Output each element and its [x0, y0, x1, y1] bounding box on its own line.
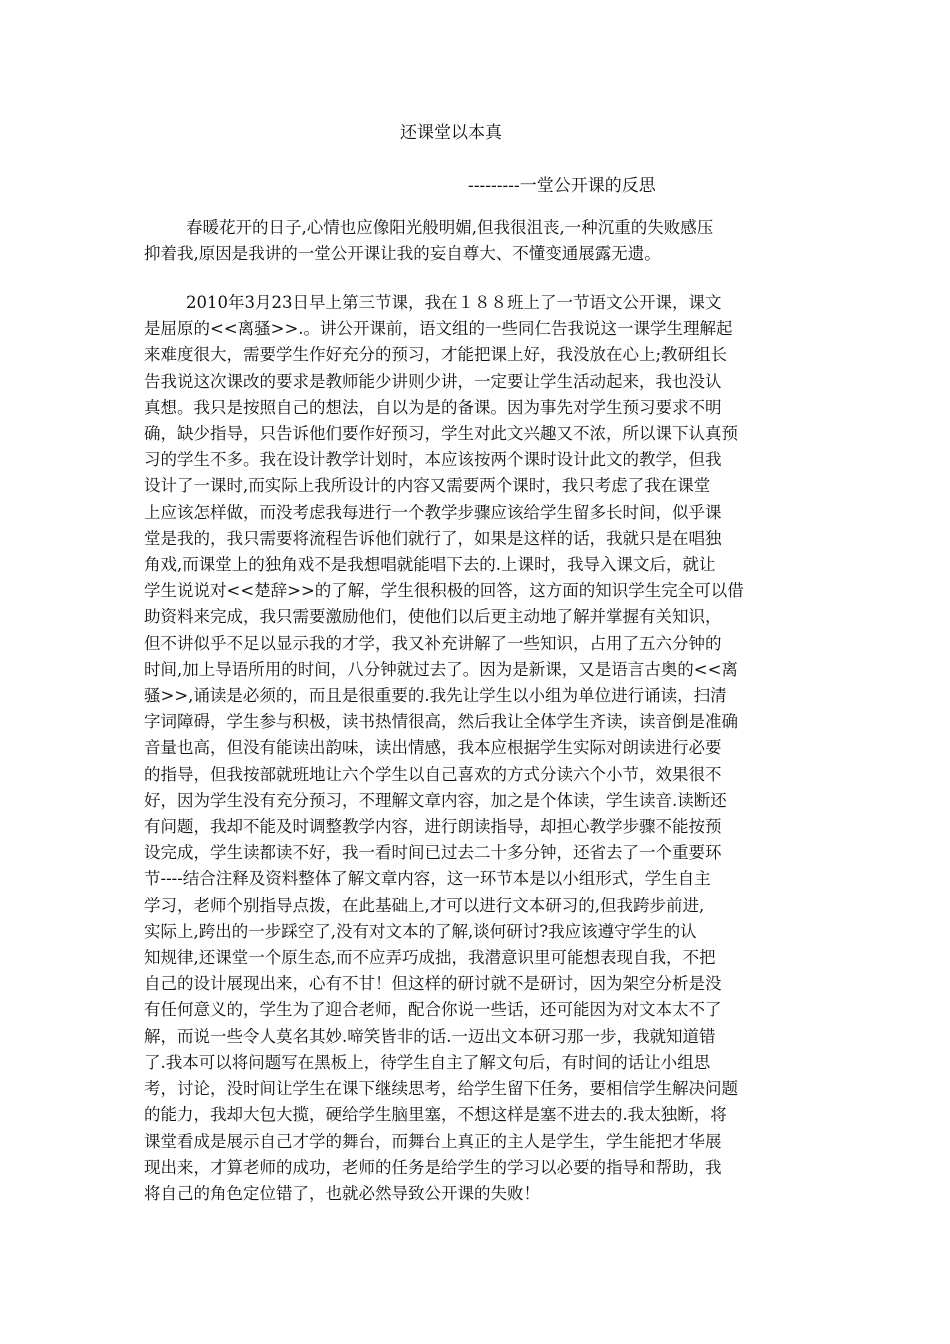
paragraph-line: 现出来，才算老师的成功，老师的任务是给学生的学习以必要的指导和帮助，我: [144, 1157, 722, 1177]
paragraph-line: 学习，老师个别指导点拨，在此基础上,才可以进行文本研习的,但我跨步前进,: [144, 895, 705, 915]
paragraph-line: 来难度很大，需要学生作好充分的预习，才能把课上好，我没放在心上;教研组长: [144, 345, 728, 365]
paragraph-intro: [144, 215, 809, 267]
paragraph-line: 骚>>,诵读是必须的，而且是很重要的.我先让学生以小组为单位进行诵读，扫清: [144, 686, 727, 706]
paragraph-line: 是屈原的<<离骚>>.。讲公开课前，语文组的一些同仁告我说这一课学生理解起: [144, 319, 733, 339]
paragraph-line: 设计了一课时,而实际上我所设计的内容又需要两个课时，我只考虑了我在课堂: [144, 476, 711, 496]
paragraph-line: 节----结合注释及资料整体了解文章内容，这一环节本是以小组形式，学生自主: [144, 869, 711, 889]
paragraph-line: 堂是我的，我只需要将流程告诉他们就行了，如果是这样的话，我就只是在唱独: [144, 528, 722, 548]
paragraph-line: 音量也高，但没有能读出韵味，读出情感，我本应根据学生实际对朗读进行必要: [144, 738, 722, 758]
paragraph-line: 确，缺少指导，只告诉他们要作好预习，学生对此文兴趣又不浓，所以课下认真预: [144, 424, 738, 444]
paragraph-line: 好，因为学生没有充分预习，不理解文章内容，加之是个体读，学生读音.读断还: [144, 790, 727, 810]
paragraph-line: 上应该怎样做，而没考虑我每进行一个教学步骤应该给学生留多长时间，似乎课: [144, 502, 722, 522]
paragraph-line: 抑着我,原因是我讲的一堂公开课让我的妄自尊大、不懂变通展露无遗。: [144, 244, 661, 264]
paragraph-line: 将自己的角色定位错了，也就必然导致公开课的失败！: [144, 1183, 540, 1203]
paragraph-line: 了.我本可以将问题写在黑板上，待学生自主了解文句后，有时间的话让小组思: [144, 1052, 711, 1072]
paragraph-line: 知规律,还课堂一个原生态,而不应弄巧成拙，我潜意识里可能想表现自我，不把: [144, 948, 716, 968]
paragraph-line: 实际上,跨出的一步踩空了,没有对文本的了解,谈何研讨?我应该遵守学生的认: [144, 921, 697, 941]
paragraph-line: 有问题，我却不能及时调整教学内容，进行朗读指导，却担心教学步骤不能按预: [144, 817, 722, 837]
paragraph-line: 习的学生不多。我在设计教学计划时，本应该按两个课时设计此文的教学，但我: [144, 450, 722, 470]
paragraph-line: 但不讲似乎不足以显示我的才学，我又补充讲解了一些知识，占用了五六分钟的: [144, 633, 722, 653]
paragraph-line: 自己的设计展现出来，心有不甘！但这样的研讨就不是研讨，因为架空分析是没: [144, 974, 722, 994]
paragraph-line: 学生说说对<<楚辞>>的了解，学生很积极的回答，这方面的知识学生完全可以借: [144, 581, 744, 601]
document-title: 还课堂以本真: [400, 123, 502, 143]
paragraph-line: 的指导，但我按部就班地让六个学生以自己喜欢的方式分读六个小节，效果很不: [144, 764, 722, 784]
paragraph-line: 考，讨论，没时间让学生在课下继续思考，给学生留下任务，要相信学生解决问题: [144, 1079, 738, 1099]
paragraph-line: 真想。我只是按照自己的想法，自以为是的备课。因为事先对学生预习要求不明: [144, 397, 722, 417]
paragraph-line: 时间,加上导语所用的时间，八分钟就过去了。因为是新课，又是语言古奥的<<离: [144, 659, 738, 679]
paragraph-line: 助资料来完成，我只需要激励他们，使他们以后更主动地了解并掌握有关知识，: [144, 607, 722, 627]
paragraph-line: 解，而说一些令人莫名其妙.啼笑皆非的话.一迈出文本研习那一步，我就知道错: [144, 1026, 716, 1046]
paragraph-body: [144, 290, 809, 1207]
paragraph-line: 有任何意义的，学生为了迎合老师，配合你说一些话，还可能因为对文本太不了: [144, 1000, 722, 1020]
paragraph-line: 2010年3月23日早上第三节课，我在１８８班上了一节语文公开课，课文: [144, 293, 722, 312]
paragraph-line: 告我说这次课改的要求是教师能少讲则少讲，一定要让学生活动起来，我也没认: [144, 371, 722, 391]
paragraph-line: 的能力，我却大包大揽，硬给学生脑里塞，不想这样是塞不进去的.我太独断，将: [144, 1105, 727, 1125]
paragraph-line: 设完成，学生读都读不好，我一看时间已过去二十多分钟，还省去了一个重要环: [144, 843, 722, 863]
paragraph-line: 课堂看成是展示自己才学的舞台，而舞台上真正的主人是学生，学生能把才华展: [144, 1131, 722, 1151]
paragraph-line: 字词障碍，学生参与积极，读书热情很高，然后我让全体学生齐读，读音倒是准确: [144, 712, 738, 732]
paragraph-line: 角戏,而课堂上的独角戏不是我想唱就能唱下去的.上课时，我导入课文后，就让: [144, 555, 716, 575]
document-subtitle: ---------一堂公开课的反思: [468, 176, 656, 196]
paragraph-line: 春暖花开的日子,心情也应像阳光般明媚,但我很沮丧,一种沉重的失败感压: [144, 218, 714, 237]
